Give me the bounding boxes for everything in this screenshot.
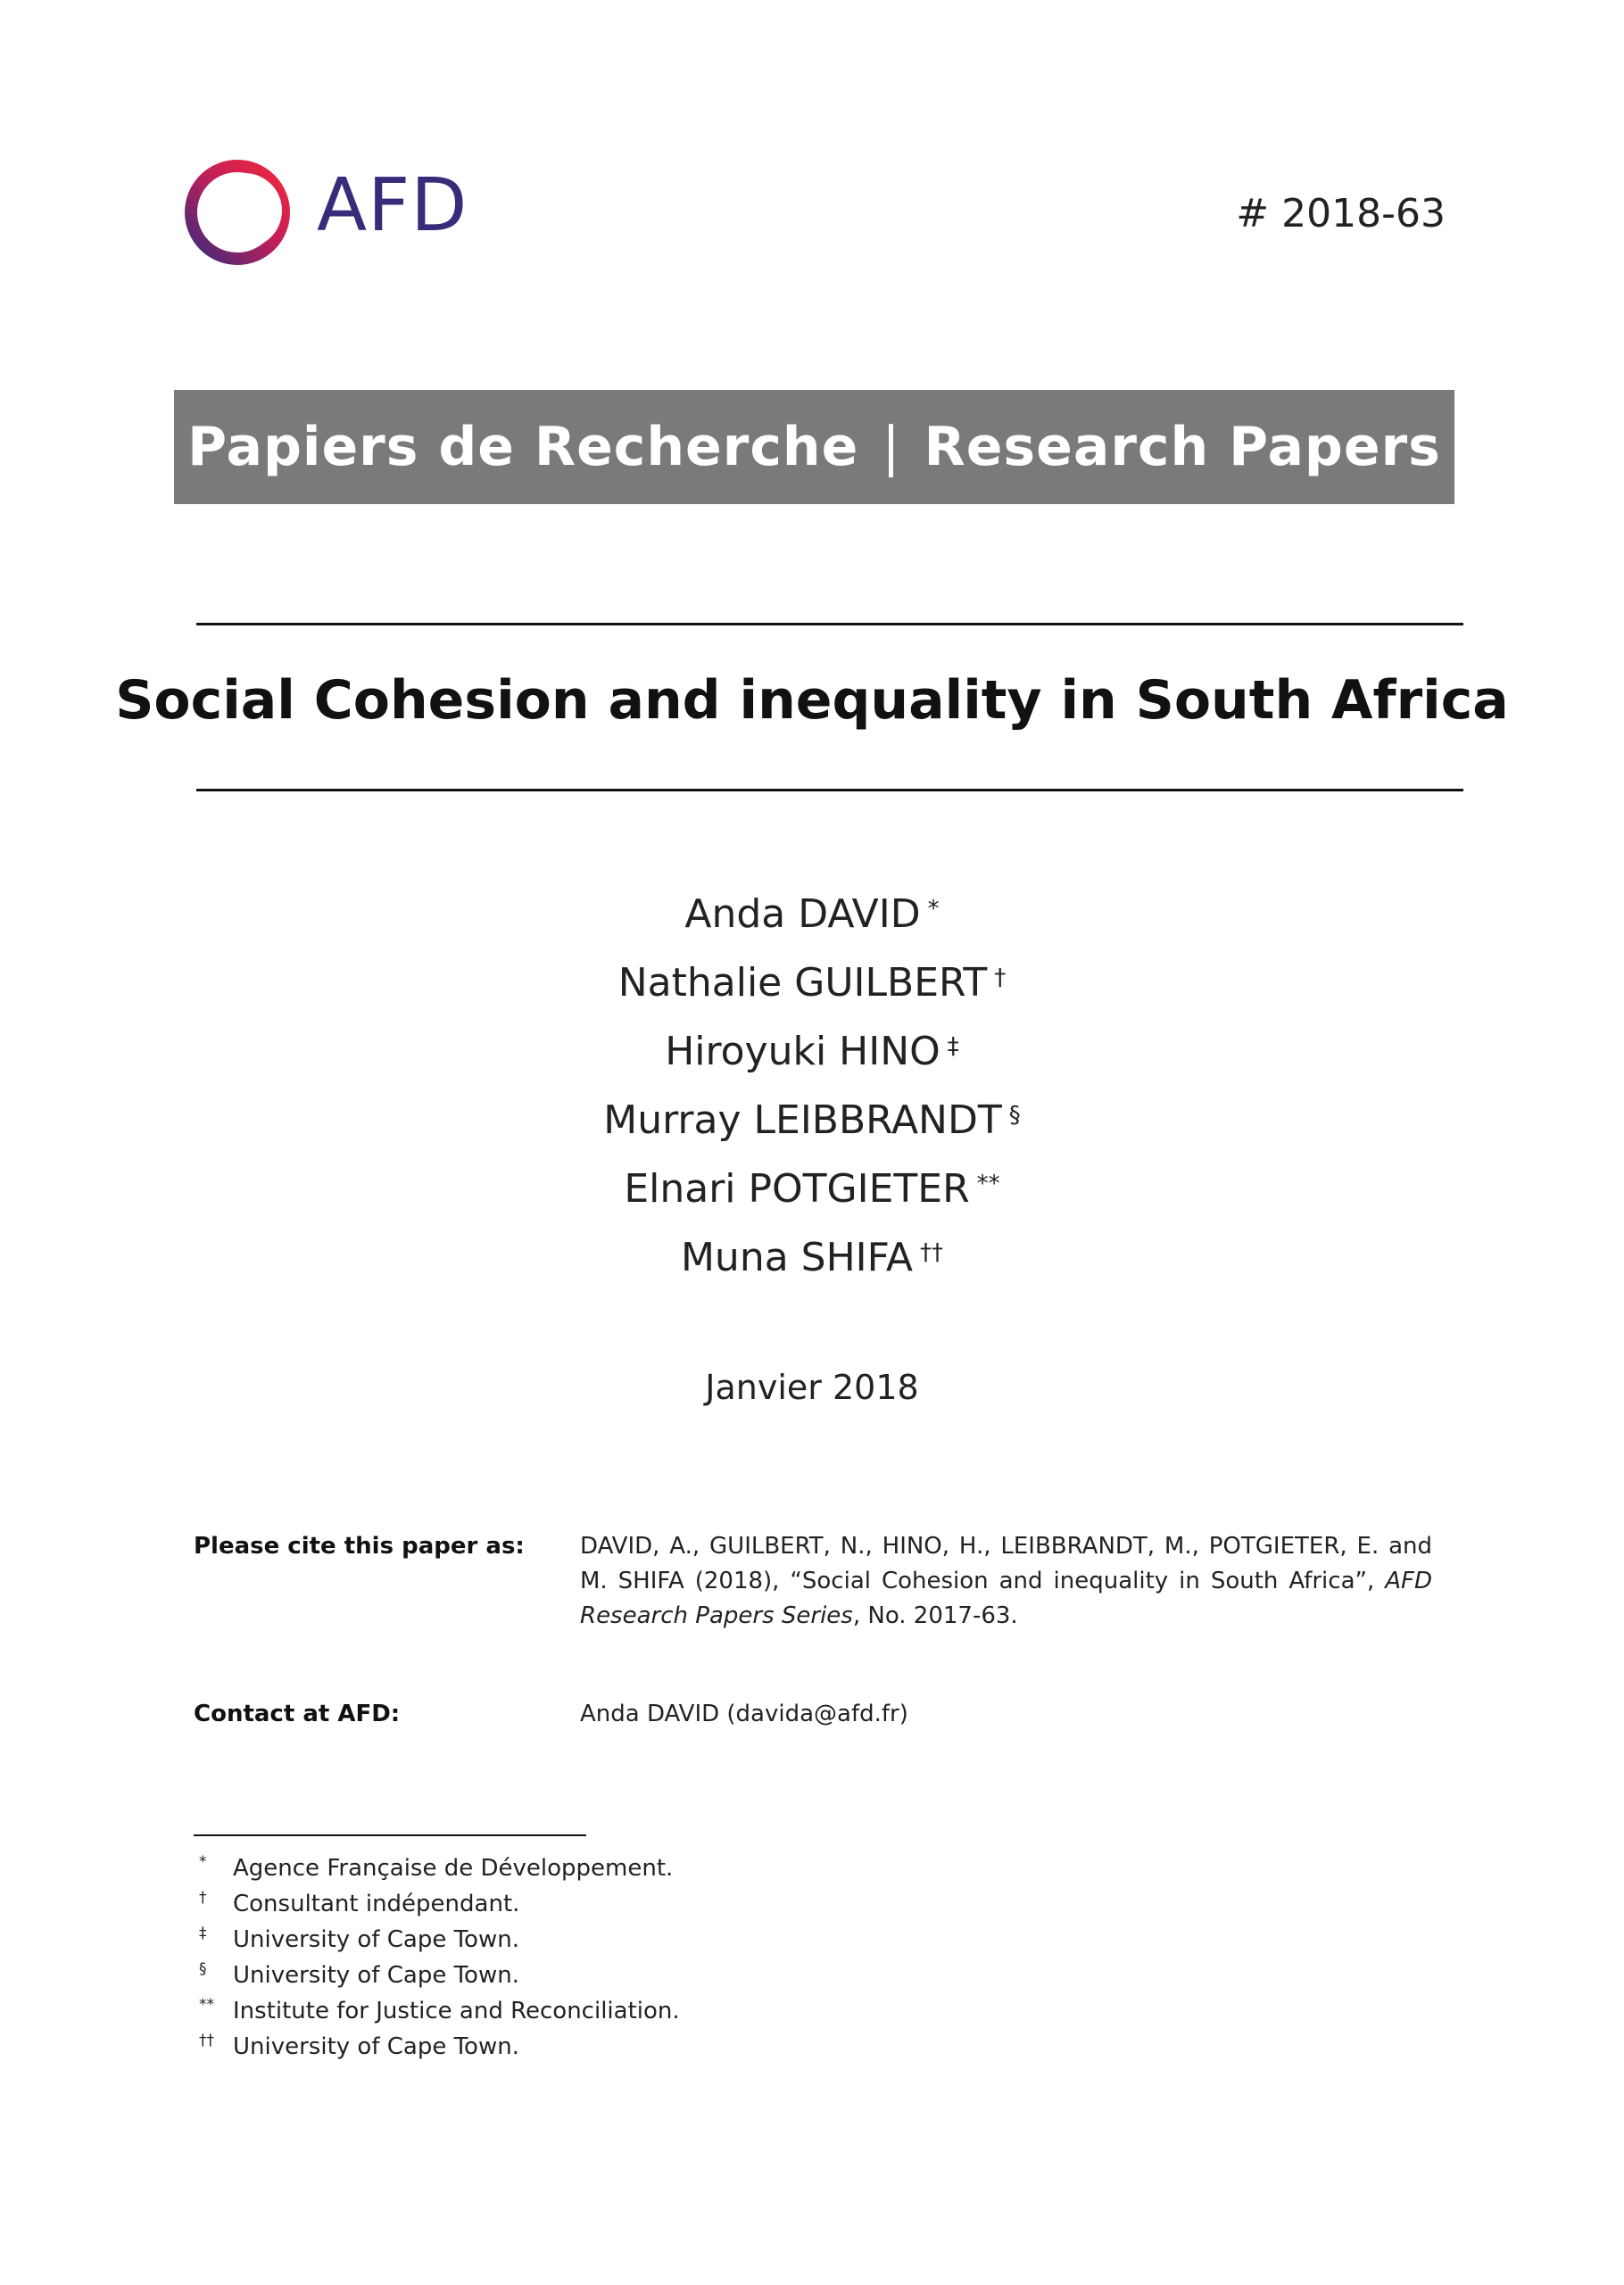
author-name: Nathalie GUILBERT xyxy=(617,960,988,1006)
footnote-text: Institute for Justice and Reconciliation. xyxy=(233,1998,680,2024)
banner-english-label: Research Papers xyxy=(924,416,1441,478)
footnote-item xyxy=(194,1993,680,2029)
author-footnote-mark: ‡ xyxy=(947,1033,959,1060)
author-item xyxy=(0,956,1624,1025)
footnote-text: University of Cape Town. xyxy=(233,1926,519,1953)
contact-text: Anda DAVID (davida@afd.fr) xyxy=(580,1701,908,1727)
afd-logo xyxy=(178,152,473,272)
author-footnote-mark: †† xyxy=(920,1239,944,1266)
footnote-item xyxy=(194,1922,680,1958)
footnote-mark: †† xyxy=(199,2032,214,2049)
footnote-item xyxy=(194,2029,680,2065)
citation-text xyxy=(580,1529,1432,1634)
logo-wordmark: AFD xyxy=(317,163,468,248)
citation-series: AFD Research Papers Series xyxy=(580,1568,1432,1629)
author-footnote-mark: § xyxy=(1008,1102,1021,1129)
footnote-mark: ‡ xyxy=(199,1925,207,1942)
author-list xyxy=(0,888,1624,1300)
footnote-list xyxy=(194,1850,680,2065)
footnote-mark: ** xyxy=(199,1996,214,2014)
afd-ring-icon xyxy=(178,152,299,272)
author-footnote-mark: ** xyxy=(976,1171,1000,1197)
title-rule-top xyxy=(196,623,1463,625)
footnote-mark: † xyxy=(199,1889,207,1907)
citation-label: Please cite this paper as: xyxy=(194,1533,525,1560)
author-item xyxy=(0,888,1624,956)
author-name: Hiroyuki HINO xyxy=(665,1029,940,1074)
citation-body: DAVID, A., GUILBERT, N., HINO, H., LEIBBRANDT, M., POTGIETER, E. and M. SHIFA (2018), “Social Cohesion and inequality in South Africa”, xyxy=(580,1533,1432,1594)
contact-label: Contact at AFD: xyxy=(194,1701,401,1727)
author-name: Anda DAVID xyxy=(684,891,921,937)
footnote-text: University of Cape Town. xyxy=(233,1962,519,1989)
banner-separator: | xyxy=(882,416,901,478)
banner-french-label: Papiers de Recherche xyxy=(187,416,859,478)
series-banner xyxy=(174,390,1454,504)
paper-reference-number: # 2018-63 xyxy=(1236,191,1446,236)
author-item xyxy=(0,1094,1624,1163)
author-footnote-mark: * xyxy=(927,896,940,923)
footnote-text: University of Cape Town. xyxy=(233,2033,519,2060)
footnote-text: Agence Française de Développement. xyxy=(233,1855,674,1882)
title-rule-bottom xyxy=(196,789,1463,791)
footnote-item xyxy=(194,1886,680,1922)
paper-title: Social Cohesion and inequality in South Africa xyxy=(115,669,1509,732)
author-name: Muna SHIFA xyxy=(680,1235,914,1280)
footnote-text: Consultant indépendant. xyxy=(233,1891,520,1917)
author-footnote-mark: † xyxy=(994,965,1007,991)
footnote-mark: * xyxy=(199,1853,207,1871)
author-item xyxy=(0,1163,1624,1231)
author-item xyxy=(0,1025,1624,1094)
author-name: Elnari POTGIETER xyxy=(624,1166,970,1212)
footnote-rule xyxy=(194,1834,586,1836)
footnote-item xyxy=(194,1958,680,1993)
publication-date: Janvier 2018 xyxy=(705,1368,919,1407)
footnote-mark: § xyxy=(199,1960,207,1978)
author-item xyxy=(0,1231,1624,1300)
footnote-item xyxy=(194,1850,680,1886)
citation-number: , No. 2017-63. xyxy=(852,1602,1018,1629)
author-name: Murray LEIBBRANDT xyxy=(603,1097,1002,1143)
